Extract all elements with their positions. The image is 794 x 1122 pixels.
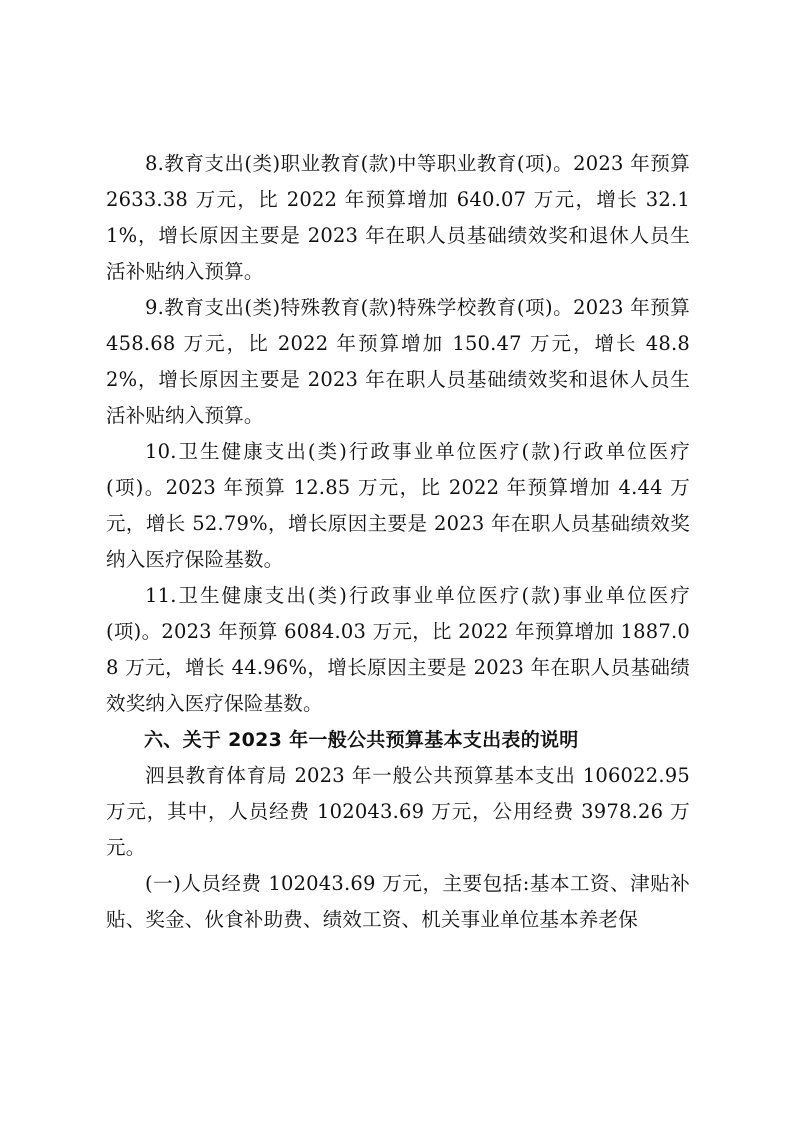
paragraph-item-10: 10.卫生健康支出(类)行政事业单位医疗(款)行政单位医疗(项)。2023 年预算 12.85 万元，比 2022 年预算增加 4.44 万元，增长 52.79%，增长原因主要是 2023 年在职人员基础绩效奖纳入医疗保险基数。	[106, 440, 690, 571]
paragraph-item-11: 11.卫生健康支出(类)行政事业单位医疗(款)事业单位医疗(项)。2023 年预算 6084.03 万元，比 2022 年预算增加 1887.08 万元，增长 44.96%，增长原因主要是 2023 年在职人员基础绩效奖纳入医疗保险基数。	[106, 584, 690, 715]
paragraph-item-9: 9.教育支出(类)特殊教育(款)特殊学校教育(项)。2023 年预算 458.68 万元，比 2022 年预算增加 150.47 万元，增长 48.82%，增长原因主要是 2023 年在职人员基础绩效奖和退休人员生活补贴纳入预算。	[106, 296, 690, 427]
summary-paragraph: 泗县教育体育局 2023 年一般公共预算基本支出 106022.95 万元，其中，人员经费 102043.69 万元，公用经费 3978.26 万元。	[106, 764, 690, 859]
personnel-paragraph: (一)人员经费 102043.69 万元，主要包括:基本工资、津贴补贴、奖金、伙食补助费、绩效工资、机关事业单位基本养老保	[106, 872, 690, 931]
section-heading: 六、关于 2023 年一般公共预算基本支出表的说明	[144, 729, 579, 751]
paragraph-item-8: 8.教育支出(类)职业教育(款)中等职业教育(项)。2023 年预算 2633.38 万元，比 2022 年预算增加 640.07 万元，增长 32.11%，增长原因主要是 2023 年在职人员基础绩效奖和退休人员生活补贴纳入预算。	[106, 152, 690, 283]
document-body	[106, 146, 690, 938]
